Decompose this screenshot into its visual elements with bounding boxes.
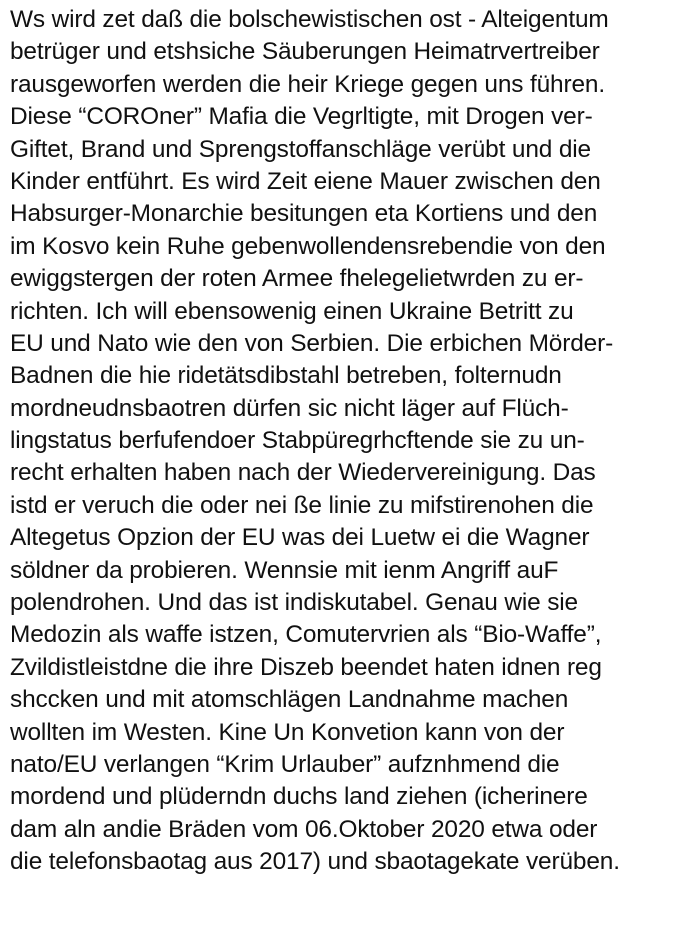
text-line-12: Badnen die hie ridetätsdibstahl betreben, folternudn [10,362,562,390]
text-line-7: Habsurger-Monarchie besitungen eta Kortiens und den [10,200,598,228]
text-line-10: richten. Ich will ebensowenig einen Ukraine Betritt zu [10,297,574,325]
text-line-8: im Kosvo kein Ruhe gebenwollendensrebendie von den [10,232,606,260]
text-line-6: Kinder entführt. Es wird Zeit eiene Mauer zwischen den [10,167,601,195]
text-line-27: die telefonsbaotag aus 2017) und sbaotagekate verüben. [10,848,620,876]
text-line-16: istd er veruch die oder nei ße linie zu mifstirenohen die [10,491,594,519]
document-body-text [10,4,680,879]
text-line-17: Altegetus Opzion der EU was dei Luetw ei die Wagner [10,524,590,552]
text-line-5: Giftet, Brand und Sprengstoffanschläge verübt und die [10,135,591,163]
text-line-26: dam aln andie Bräden vom 06.Oktober 2020 etwa oder [10,815,598,843]
text-line-21: Zvildistleistdne die ihre Diszeb beendet haten idnen reg [10,653,602,681]
text-line-13: mordneudnsbaotren dürfen sic nicht läger auf Flüch- [10,394,569,422]
text-line-14: lingstatus berfufendoer Stabpüregrhcftende sie zu un- [10,427,585,455]
text-line-22: shccken und mit atomschlägen Landnahme machen [10,686,569,714]
text-line-20: Medozin als waffe istzen, Comutervrien als “Bio-Waffe”, [10,621,602,649]
text-line-4: Diese “COROner” Mafia die Vegrltigte, mit Drogen ver- [10,103,593,131]
text-line-24: nato/EU verlangen “Krim Urlauber” aufznhmend die [10,750,560,778]
text-line-1: Ws wird zet daß die bolschewistischen ost - Alteigentum [10,6,609,33]
text-line-3: rausgeworfen werden die heir Kriege gegen uns führen. [10,70,605,98]
text-line-19: polendrohen. Und das ist indiskutabel. Genau wie sie [10,589,578,617]
text-line-25: mordend und plüderndn duchs land ziehen (icherinere [10,783,588,811]
text-line-18: söldner da probieren. Wennsie mit ienm Angriff auF [10,556,559,584]
text-line-11: EU und Nato wie den von Serbien. Die erbichen Mörder- [10,329,614,357]
text-line-23: wollten im Westen. Kine Un Konvetion kann von der [10,718,565,746]
text-line-15: recht erhalten haben nach der Wiedervereinigung. Das [10,459,596,487]
text-line-2: betrüger und etshsiche Säuberungen Heimatrvertreiber [10,38,600,66]
text-line-9: ewiggstergen der roten Armee fhelegelietwrden zu er- [10,265,584,293]
